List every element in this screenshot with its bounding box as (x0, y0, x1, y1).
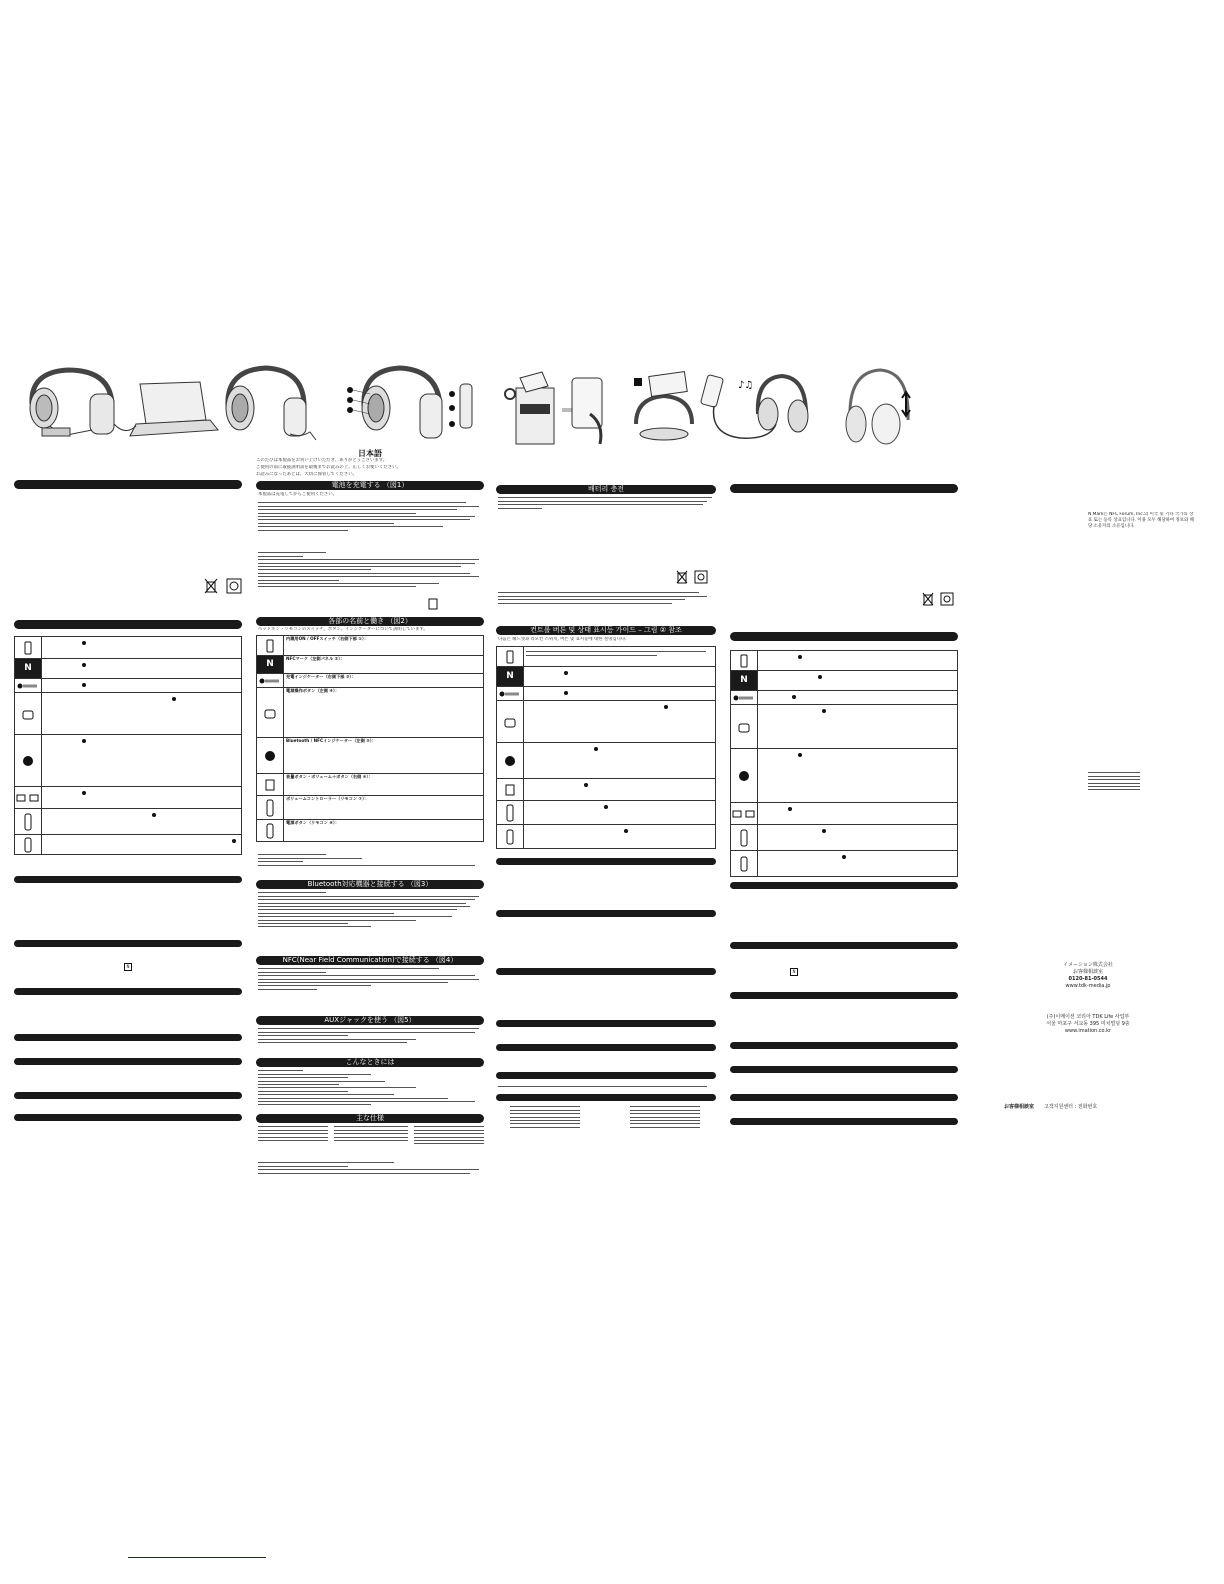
jp-intro-2: ご使用の前に取扱説明書を最後までお読みの上、正しくお使いください。 (256, 465, 401, 470)
jp-after-table (258, 852, 484, 868)
kr-section-bar-7 (496, 1044, 716, 1051)
col1-blank-area (16, 492, 206, 592)
col4-volume-buttons-icon (732, 809, 756, 819)
col1-section-bar-3 (14, 876, 242, 883)
kr-section-bar-3 (496, 858, 716, 865)
jp-intro-3: お読みになったあとは、大切に保管してください。 (256, 472, 357, 477)
col1-section-bar-7 (14, 1058, 242, 1065)
jp-charge-led-icon (259, 678, 281, 684)
jp-recycle-icon (428, 598, 438, 610)
jp-trouble-body (258, 1068, 484, 1108)
kr-weee-icon (676, 570, 688, 584)
jp-charge-note: 本製品は充電してからご使用ください。 (258, 492, 338, 497)
company-kr-url: www.imation.co.kr (1064, 1028, 1112, 1034)
jp-row-6: 音量ボタン・ボリューム＋ボタン（右側 ⑥）： (286, 774, 373, 779)
charge-led-icon (17, 683, 39, 689)
col4-weee-icon (922, 592, 934, 606)
jp-section-trouble: こんなときには (256, 1058, 484, 1067)
company-jp-url: www.tdk-media.jp (1065, 983, 1111, 989)
bottom-link-underline[interactable] (128, 1557, 266, 1558)
kr-power-button-icon (503, 715, 517, 729)
col4-section-bar-8 (730, 1094, 958, 1101)
col4-section-bar-5 (730, 992, 958, 999)
col4-section-bar-7 (730, 1066, 958, 1073)
jp-row-8: 電源ボタン（リモコン ⑧）： (286, 820, 340, 825)
jp-section-names: 各部の名前と働き （図2） (256, 617, 484, 626)
company-jp-dept: お客様相談室 (1072, 969, 1103, 975)
svg-text:♪♫: ♪♫ (738, 380, 754, 391)
col1-section-bar-2 (14, 620, 242, 629)
weee-bin-icon (204, 578, 218, 594)
kr-battery-body (498, 495, 716, 511)
jp-switch-icon (266, 639, 274, 653)
jp-aux-body (258, 1026, 484, 1045)
jp-charge-body (258, 500, 484, 533)
col4-switch-icon (740, 654, 748, 668)
jp-row-4: 電源操作ボタン（左側 ④）： (286, 688, 340, 693)
kr-recycle-icon (694, 570, 708, 584)
remote-power-icon (24, 837, 32, 853)
kr-parts-intro: 다음은 헤드셋과 리모컨 스위치, 버튼 및 표시등에 대한 설명입니다. (498, 637, 627, 642)
kr-section-bar-4 (496, 910, 716, 917)
figure-6-headband-adjust (840, 364, 920, 449)
figure-2-headphone-remote (220, 364, 330, 444)
jp-power-button-icon (263, 706, 277, 720)
power-button-icon (21, 707, 35, 721)
jp-spec-col-b (334, 1124, 408, 1143)
jp-row-5: Bluetooth / NFCインジケーター（左側 ⑤）： (286, 738, 377, 743)
kr-volume-buttons-icon (503, 783, 517, 797)
col1-section-bar-9 (14, 1114, 242, 1121)
col4-charge-led-icon (733, 695, 755, 701)
jp-names-intro: ヘッドホン・リモコンのスイッチ、ボタン、インジケーターについて説明しています。 (258, 627, 428, 632)
col4-section-bar-6 (730, 1042, 958, 1049)
footer-right-label: 고객지원센터 : 전화번호 (1044, 1104, 1098, 1110)
japanese-title: 日本語 (358, 449, 382, 458)
jp-volume-icon (263, 778, 277, 792)
figure-4-nfc-touch (630, 364, 700, 449)
kr-remote-power-icon (506, 829, 514, 845)
kr-nfc-icon: N (506, 671, 514, 681)
col1-section-bar-4 (14, 940, 242, 947)
figure-1-headphone-charging (20, 364, 220, 444)
jp-section-bluetooth: Bluetooth対応機器と接続する （図3） (256, 880, 484, 889)
jp-section-charge: 電池を充電する （図1） (256, 481, 484, 490)
jp-bluetooth-body (258, 890, 484, 930)
kr-section-bar-6 (496, 1020, 716, 1027)
col4-nfc-small-icon: N (790, 968, 798, 976)
recycle-mark-icon (226, 578, 242, 594)
kr-switch-icon (506, 650, 514, 664)
company-kr-name: (주)이메이션 코리아 TDK Life 사업부 (1046, 1014, 1130, 1020)
jp-section-nfc: NFC(Near Field Communication)で接続する （図4） (256, 956, 484, 965)
kr-spec-col-a (510, 1104, 580, 1130)
col4-section-bar-2 (730, 632, 958, 641)
jp-spec-footer (258, 1160, 484, 1176)
col1-section-bar-5 (14, 988, 242, 995)
footer-left-label: お客様相談室 (1004, 1104, 1035, 1110)
kr-charge-led-icon (499, 691, 521, 697)
col1-section-bar-8 (14, 1092, 242, 1099)
company-jp-name: イメーション株式会社 (1063, 962, 1113, 968)
kr-section-battery: 배터리 충전 (496, 485, 716, 494)
col1-section-bar-1 (14, 480, 242, 489)
col4-nfc-icon: N (740, 675, 748, 685)
col1-section-bar-6 (14, 1034, 242, 1041)
jp-bluetooth-led-icon (264, 750, 276, 762)
col4-section-bar-1 (730, 484, 958, 493)
kr-section-bar-9 (496, 1094, 716, 1101)
kr-section-bar-5 (496, 968, 716, 975)
col4-remote-power-icon (740, 856, 748, 872)
right-small-note (1088, 770, 1140, 793)
jp-row-3: 充電インジケーター（右側下部 ③）： (286, 674, 356, 679)
kr-bluetooth-led-icon (504, 755, 516, 767)
col4-parts-table (730, 650, 958, 877)
col4-recycle-icon (940, 592, 954, 606)
kr-section-parts: 컨트롤 버튼 및 상태 표시등 가이드 – 그림 ② 참조 (496, 626, 716, 635)
kr-section-bar-8 (496, 1072, 716, 1079)
jp-nfc-body (258, 966, 484, 992)
jp-row-1: 内蔵用ON / OFFスイッチ（右側下部 ①）： (286, 636, 369, 641)
col4-section-bar-3 (730, 882, 958, 889)
col4-power-button-icon (737, 720, 751, 734)
jp-spec-col-c (414, 1124, 484, 1147)
nfc-small-icon: N (124, 963, 132, 971)
col1-parts-table (14, 636, 242, 855)
bluetooth-led-icon (22, 755, 34, 767)
jp-row-7: ボリュームコントローラー（リモコン ⑦）： (286, 796, 369, 801)
kr-remote-volume-icon (506, 804, 514, 822)
figure-3-parts-callouts (340, 364, 480, 444)
nfc-n-icon: N (24, 663, 32, 673)
company-kr-address: 서울 마포구 서교동 395 미치빌딩 9층 (1046, 1021, 1130, 1027)
jp-charge-body-2 (258, 550, 484, 590)
col4-bluetooth-led-icon (738, 770, 750, 782)
jp-section-spec: 主な仕様 (256, 1114, 484, 1123)
kr-spec-col-b (630, 1104, 700, 1130)
jp-spec-col-a (258, 1124, 328, 1143)
figure-4-nfc-pairing (500, 364, 630, 449)
kr-warranty-line (498, 1084, 716, 1090)
jp-row-2: NFCマーク（左側パネル ②）： (286, 656, 345, 661)
switch-icon (24, 641, 32, 655)
kr-disposal-body (498, 590, 716, 606)
jp-section-aux: AUXジャックを使う （図5） (256, 1016, 484, 1025)
col4-remote-volume-icon (740, 829, 748, 847)
col4-section-bar-9 (730, 1118, 958, 1125)
volume-buttons-icon (16, 793, 40, 803)
kr-parts-table (496, 646, 716, 849)
jp-nfc-icon: N (266, 659, 274, 669)
figure-5-aux-cable (700, 364, 810, 449)
jp-remote-power-icon (266, 823, 274, 839)
jp-remote-volume-icon (266, 799, 274, 817)
nfc-trademark-note: N Mark는 NFC Forum, Inc.의 미국 및 기타 국가의 상표 또는 등록 상표입니다. 이용 모두 해당하여 정보와 해당 소유자의 소유입니다. (1088, 512, 1194, 530)
col4-section-bar-4 (730, 942, 958, 949)
remote-volume-icon (24, 813, 32, 831)
company-jp-phone: 0120-81-0544 (1068, 976, 1108, 982)
jp-intro-1: このたびは本製品をお買い上げいただき、ありがとうございます。 (256, 458, 388, 463)
jp-parts-table (256, 635, 484, 842)
